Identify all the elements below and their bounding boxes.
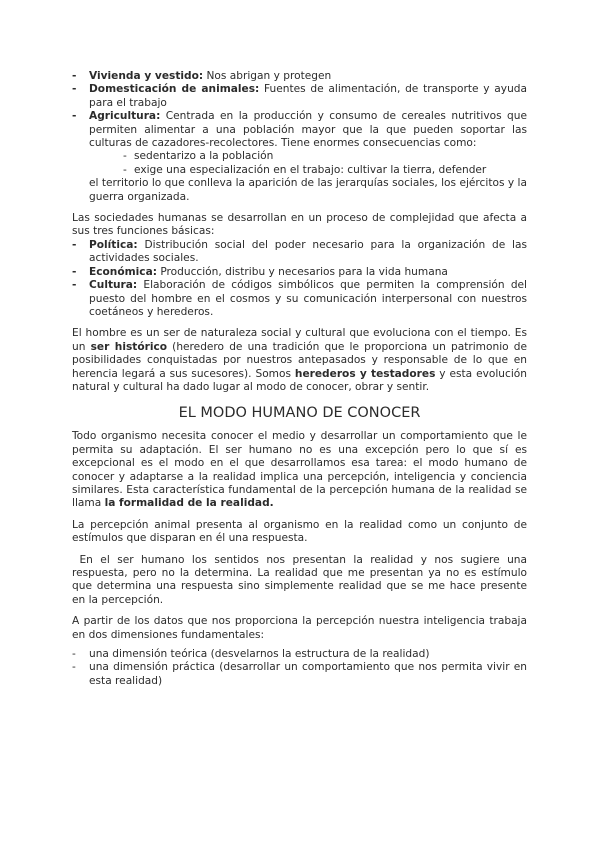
text-cultura: Elaboración de códigos simbólicos que permiten la comprensión del puesto del hombre en el cosmos y su comunicación interpersonal con nuestros coetáneos y herederos. [89, 279, 527, 318]
paragraph-humano: En el ser humano los sentidos nos presentan la realidad y nos sugiere una respuesta, pero no la determina. La realidad que me presentan ya no es estímulo que determina una respuesta sino simplemente realidad que se me hace presente en la percepción. [72, 553, 531, 606]
term-vivienda: Vivienda y vestido: [89, 70, 204, 82]
historico-text-1: El hombre es un ser de naturaleza social y cultural que evoluciona con el tiempo. Es un [72, 327, 527, 353]
agricultura-continuation: el territorio lo que conlleva la aparición de las jerarquías sociales, los ejércitos y la guerra organizada. [89, 177, 527, 203]
organismo-bold: la formalidad de la realidad. [104, 497, 274, 510]
historico-text-3: y esta evolución natural y cultural ha dado lugar al modo de conocer, obrar y sentir. [72, 367, 527, 393]
page-content [72, 70, 531, 688]
text-politica: Distribución social del poder necesario para la organización de las actividades sociales. [89, 238, 527, 265]
list-item-politica [89, 239, 527, 266]
text-domesticacion: Fuentes de alimentación, de transporte y ayuda para el trabajo [89, 83, 528, 109]
text-agricultura: Centrada en la producción y consumo de cereales nutritivos que permiten alimentar a una población mayor que la que pueden soportar las culturas de cazadores-recolectores. Tiene enormes consecuencias como: [89, 110, 527, 150]
list-item-cultura [89, 279, 527, 319]
paragraph-organismo [72, 430, 527, 510]
section-heading: EL MODO HUMANO DE CONOCER [178, 405, 421, 422]
list-item-economica [89, 266, 527, 279]
term-cultura: Cultura: [89, 279, 138, 292]
paragraph-funciones: Las sociedades humanas se desarrollan en un proceso de complejidad que afecta a sus tres funciones básicas: [72, 212, 527, 238]
historico-text-2: (heredero de una tradición que le proporciona un patrimonio de posibilidades conquistadas por nuestros antepasados y responsable de lo que en herencia legará a sus sucesores). Somos [72, 340, 528, 380]
list-item-vivienda [89, 70, 527, 83]
historico-bold-herederos: herederos y testadores [294, 367, 436, 380]
text-economica: Producción, distribu y necesarios para la vida humana [156, 265, 448, 278]
necesidades-list [72, 70, 527, 204]
list-item-practica: - una dimensión práctica (desarrollar un comportamiento que nos permita vivir en esta realidad) [89, 661, 527, 688]
list-item-teorica: - una dimensión teórica (desvelarnos la estructura de la realidad) [89, 648, 527, 661]
funciones-list [72, 239, 527, 319]
agricultura-sublist [89, 150, 527, 177]
historico-bold-ser: ser histórico [90, 340, 168, 353]
term-politica: Política: [89, 238, 138, 251]
text-vivienda: Nos abrigan y protegen [203, 70, 332, 82]
sublist-item-especializacion: - exige una especialización en el trabajo: cultivar la tierra, defender [134, 164, 527, 177]
term-economica: Económica: [89, 265, 157, 278]
list-item-domesticacion [89, 83, 527, 110]
organismo-text: Todo organismo necesita conocer el medio y desarrollar un comportamiento que le permita su adaptación. El ser humano no es una excepción pero lo que sí es excepcional es el modo en el que desarrollamos esa tarea: el modo humano de conocer y adaptarse a la realidad implica una percepción, inteligencia y conciencia similares. Esta característica fundamental de la percepción humana de la realidad se llama [72, 430, 527, 510]
term-domesticacion: Domesticación de animales: [89, 83, 260, 96]
paragraph-animal: La percepción animal presenta al organismo en la realidad como un conjunto de estímulos que disparan en él una respuesta. [72, 518, 527, 545]
paragraph-datos: A partir de los datos que nos proporciona la percepción nuestra inteligencia trabaja en dos dimensiones fundamentales: [72, 615, 527, 641]
sublist-item-sedentarizo: - sedentarizo a la población [134, 150, 527, 163]
term-agricultura: Agricultura: [89, 110, 161, 123]
paragraph-historico [72, 327, 527, 394]
dimensiones-list [72, 648, 527, 688]
list-item-agricultura [89, 110, 527, 204]
